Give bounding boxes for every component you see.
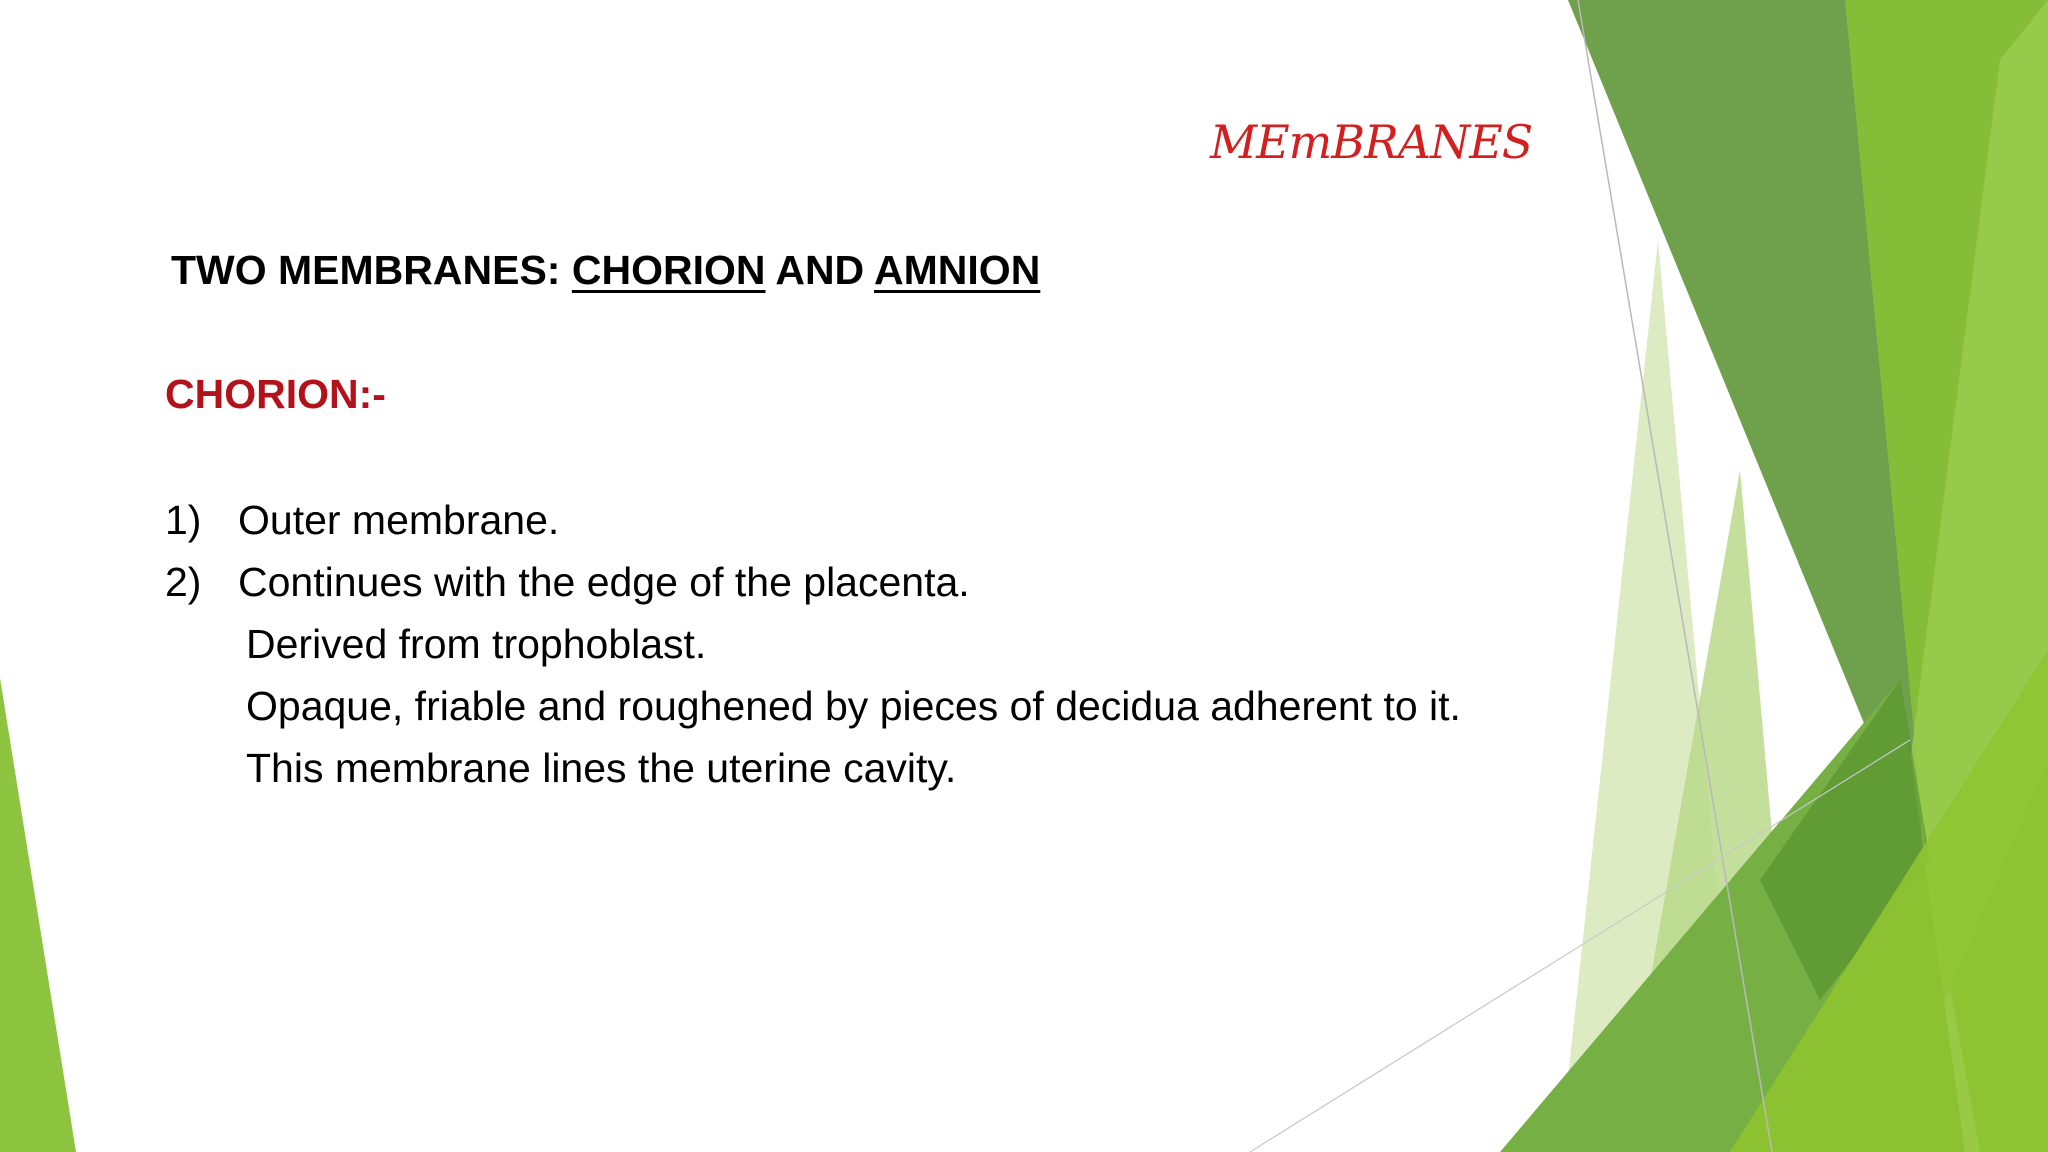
list-text: Derived from trophoblast. — [246, 621, 707, 667]
left-accent-shape — [0, 678, 76, 1152]
list-text: Opaque, friable and roughened by pieces of decidua adherent to it. — [246, 683, 1461, 729]
heading-term-amnion: AMNION — [874, 247, 1041, 293]
list-number: 1) — [165, 497, 202, 543]
subheading-chorion: CHORION:- — [165, 371, 386, 417]
section-heading — [171, 244, 1040, 296]
list-number: 2) — [165, 559, 202, 605]
heading-prefix: TWO MEMBRANES: — [171, 247, 572, 293]
list-text: Continues with the edge of the placenta. — [238, 559, 970, 605]
slide-title: MEmBRANES — [1210, 115, 1533, 169]
heading-joiner: AND — [765, 247, 875, 293]
list-text: This membrane lines the uterine cavity. — [246, 745, 957, 791]
list-text: Outer membrane. — [238, 497, 560, 543]
heading-term-chorion: CHORION — [571, 247, 766, 293]
